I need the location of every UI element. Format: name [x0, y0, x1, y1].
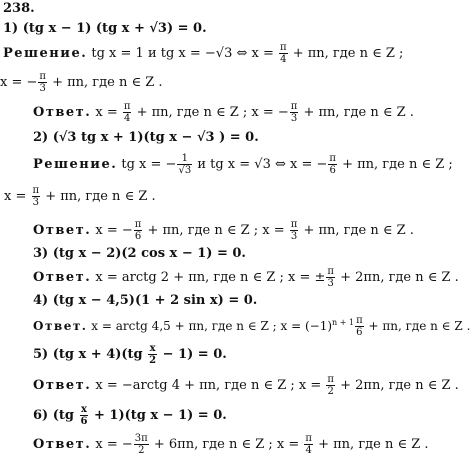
- numerator: x: [149, 343, 156, 354]
- text: x =: [4, 189, 31, 204]
- text: + πn, где n ∈ Z .: [299, 223, 414, 238]
- text: 5) (tg x + 4)(tg: [33, 347, 148, 362]
- numerator: π: [123, 101, 131, 112]
- text: + 6πn, где n ∈ Z ; x =: [149, 437, 304, 452]
- denominator: 4: [280, 54, 287, 65]
- denominator: 3: [32, 197, 39, 208]
- answer-label: Ответ.: [33, 223, 92, 238]
- text: 6) (tg: [33, 408, 79, 423]
- text: − 1) = 0.: [158, 347, 227, 362]
- p3-equation: 3) (tg x − 2)(2 cos x − 1) = 0.: [33, 246, 246, 261]
- answer-label: Ответ.: [33, 319, 88, 333]
- denominator: 3: [327, 278, 334, 289]
- text: x = −: [91, 437, 133, 452]
- denominator: 4: [305, 445, 312, 456]
- numerator: 3π: [134, 433, 148, 444]
- p2-equation: 2) (√3 tg x + 1)(tg x − √3 ) = 0.: [33, 130, 259, 145]
- denominator: 6: [329, 165, 336, 176]
- fraction: [326, 266, 335, 289]
- text: + πn, где n ∈ Z .: [299, 105, 414, 120]
- fraction: [32, 185, 41, 208]
- text: x = arctg 4,5 + πn, где n ∈ Z ; x = (−1): [87, 319, 333, 333]
- p4-equation: 4) (tg x − 4,5)(1 + 2 sin x) = 0.: [33, 293, 258, 308]
- fraction: [279, 42, 288, 65]
- text: tg x = −: [117, 157, 177, 172]
- exponent: n + 1: [332, 318, 355, 327]
- denominator: 2: [138, 445, 145, 456]
- text: + πn, где n ∈ Z ;: [288, 46, 404, 61]
- p3-answer: [33, 266, 459, 289]
- numerator: π: [356, 315, 363, 326]
- answer-label: Ответ.: [33, 378, 92, 393]
- text: + πn, где n ∈ Z .: [41, 189, 156, 204]
- answer-label: Ответ.: [33, 270, 92, 285]
- p6-answer: [33, 433, 429, 456]
- numerator: π: [305, 433, 312, 444]
- fraction: [355, 315, 364, 338]
- p5-answer: [33, 374, 459, 397]
- denominator: 2: [327, 386, 334, 397]
- numerator: π: [32, 185, 40, 196]
- fraction: [123, 101, 132, 124]
- p6-equation: [33, 404, 227, 427]
- p1-equation: 1) (tg x − 1) (tg x + √3) = 0.: [3, 21, 207, 36]
- solution-label: Решение.: [3, 46, 88, 61]
- p2-solution-line: [33, 153, 453, 176]
- answer-label: Ответ.: [33, 437, 92, 452]
- p1-answer: [33, 101, 414, 124]
- numerator: π: [327, 266, 334, 277]
- fraction: [290, 219, 299, 242]
- numerator: π: [290, 101, 298, 112]
- text: + πn, где n ∈ Z ;: [337, 157, 453, 172]
- denominator: √3: [178, 165, 192, 176]
- denominator: 4: [123, 113, 131, 124]
- denominator: 3: [290, 113, 298, 124]
- text: + πn, где n ∈ Z ; x =: [143, 223, 289, 238]
- numerator: π: [329, 153, 336, 164]
- numerator: x: [81, 404, 87, 415]
- fraction: [134, 219, 143, 242]
- text: x = arctg 2 + πn, где n ∈ Z ; x = ±: [91, 270, 326, 285]
- text: + πn, где n ∈ Z ; x = −: [132, 105, 289, 120]
- text: x = −: [0, 75, 38, 90]
- denominator: 3: [290, 231, 298, 242]
- numerator: π: [290, 219, 298, 230]
- p5-equation: [33, 343, 227, 366]
- solution-label: Решение.: [33, 157, 118, 172]
- fraction: [326, 374, 335, 397]
- text: + 2πn, где n ∈ Z .: [335, 378, 459, 393]
- denominator: 2: [149, 355, 157, 366]
- p2-answer: [33, 219, 414, 242]
- fraction: [148, 343, 157, 366]
- p1-solution-cont: [0, 71, 163, 94]
- fraction: [328, 153, 337, 176]
- text: + πn, где n ∈ Z .: [47, 75, 163, 90]
- text: + πn, где n ∈ Z .: [364, 319, 471, 333]
- numerator: π: [134, 219, 142, 230]
- denominator: 3: [39, 83, 46, 94]
- numerator: π: [327, 374, 334, 385]
- text: + 2πn, где n ∈ Z .: [335, 270, 459, 285]
- denominator: 6: [356, 327, 363, 338]
- fraction: [134, 433, 149, 456]
- numerator: π: [280, 42, 287, 53]
- text: + 1)(tg x − 1) = 0.: [89, 408, 227, 423]
- p2-solution-cont: [4, 185, 156, 208]
- fraction: [80, 404, 89, 427]
- text: + πn, где n ∈ Z .: [313, 437, 429, 452]
- problem-number: 238.: [3, 1, 35, 16]
- answer-label: Ответ.: [33, 105, 92, 120]
- numerator: 1: [177, 153, 192, 165]
- text: x = −arctg 4 + πn, где n ∈ Z ; x =: [91, 378, 326, 393]
- fraction: [38, 71, 47, 94]
- text: и tg x = √3 ⇔ x = −: [193, 157, 328, 172]
- fraction: [304, 433, 313, 456]
- fraction: [290, 101, 299, 124]
- text: x = −: [91, 223, 133, 238]
- denominator: 6: [134, 231, 142, 242]
- p4-answer: [33, 315, 470, 338]
- denominator: 6: [80, 416, 88, 427]
- fraction: [177, 153, 192, 176]
- numerator: π: [39, 71, 46, 82]
- p1-solution-line: [3, 42, 403, 65]
- text: tg x = 1 и tg x = −√3 ⇔ x =: [87, 46, 279, 61]
- text: x =: [91, 105, 122, 120]
